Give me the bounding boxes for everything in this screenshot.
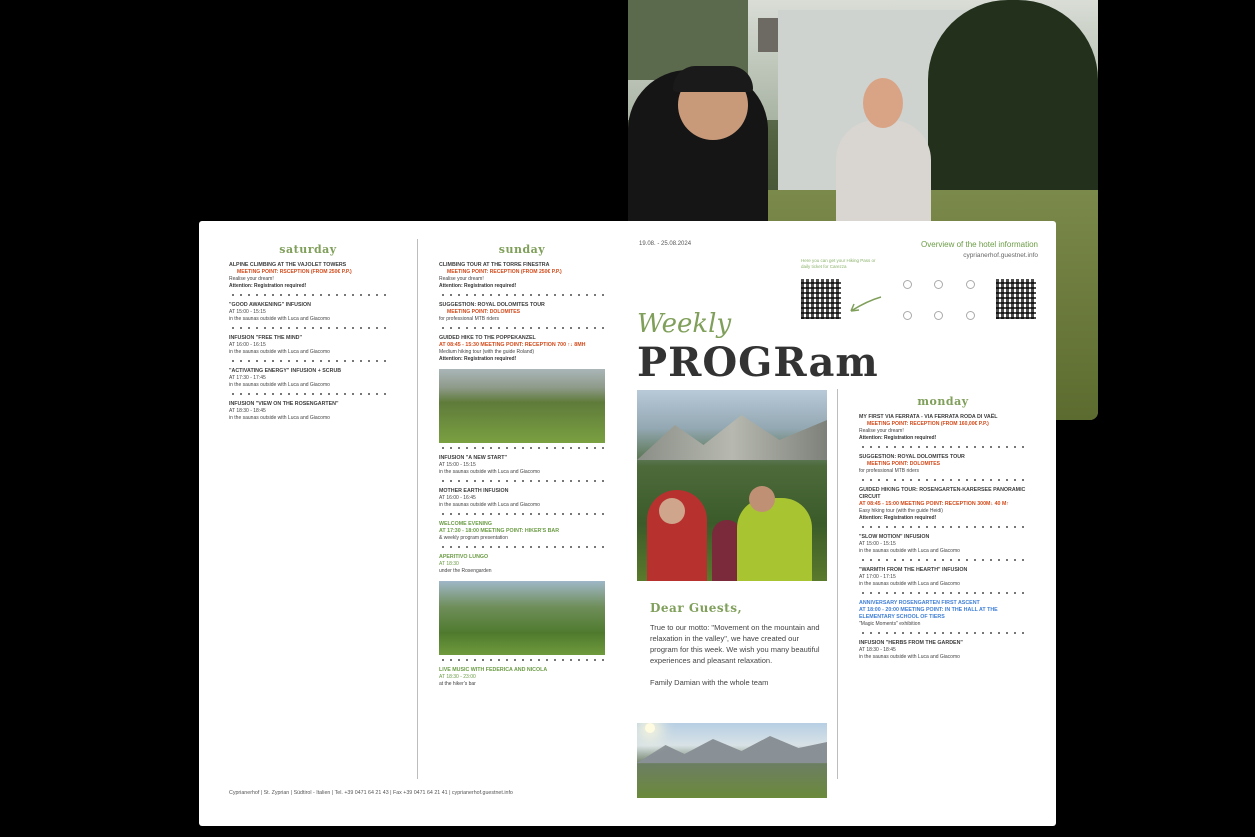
- event-description: in the saunas outside with Luca and Giacomo: [229, 415, 330, 421]
- day-heading-saturday: saturday: [279, 243, 337, 256]
- event-title: LIVE MUSIC WITH FEDERICA AND NICOLA: [439, 667, 548, 673]
- event-title: GUIDED HIKE TO THE POPPEKANZEL: [439, 335, 536, 341]
- event-time: AT 17:00 - 17:15: [859, 574, 896, 580]
- circle-marker-icon: [934, 280, 943, 289]
- event-title: APERITIVO LUNGO: [439, 554, 489, 560]
- aperitivo-terrace-photo: [439, 581, 605, 655]
- event-meeting-point: MEETING POINT: RSCEPTION (FROM 250€ P.P.): [237, 269, 352, 275]
- event-title: "ACTIVATING ENERGY" INFUSION + SCRUB: [229, 368, 342, 374]
- qr-code-icon[interactable]: [996, 279, 1036, 319]
- program-event: [229, 401, 387, 422]
- day-heading-monday: monday: [917, 395, 969, 408]
- photo-woman-head: [863, 78, 903, 128]
- event-time: AT 16:00 - 16:45: [439, 495, 476, 501]
- event-time-meeting: AT 08:45 - 15:00 MEETING POINT: RECEPTION 300M↓ 40 M↑: [859, 501, 1010, 507]
- event-title: ALPINE CLIMBING AT THE VAJOLET TOWERS: [229, 262, 347, 268]
- event-title: INFUSION "HERBS FROM THE GARDEN": [859, 640, 963, 646]
- event-description: under the Rosengarden: [439, 568, 492, 574]
- event-title: INFUSION "VIEW ON THE ROSENGARTEN": [229, 401, 339, 407]
- dear-guests-text: [650, 622, 820, 688]
- saturday-events: [229, 262, 387, 422]
- valley-landscape-photo: [637, 723, 827, 798]
- program-event: [859, 567, 1027, 588]
- qr-note: Here you can get your Hiking Pass or daily ticket for Carezza: [801, 258, 876, 269]
- event-title: "SLOW MOTION" INFUSION: [859, 534, 930, 540]
- program-event: [859, 600, 1027, 628]
- event-description: Realise your dream!: [859, 428, 904, 434]
- event-description: Medium hiking tour (with the guide Roland): [439, 349, 535, 355]
- program-event: [229, 302, 387, 323]
- program-event: [439, 262, 605, 290]
- dotted-separator: [439, 446, 605, 450]
- event-title: SUGGESTION: ROYAL DOLOMITES TOUR: [439, 302, 545, 308]
- dear-guests-body: True to our motto: "Movement on the mountain and relaxation in the valley", we have created our program for this week. We wish you many beautiful experiences and pleasant relaxation.: [650, 623, 820, 665]
- program-event: [439, 302, 605, 323]
- event-description: for professional MTB riders: [859, 468, 920, 474]
- hotel-info-overview[interactable]: [921, 240, 1038, 259]
- program-event: [439, 488, 605, 509]
- event-title: "WARMTH FROM THE HEARTH" INFUSION: [859, 567, 968, 573]
- event-time: AT 15:00 - 15:15: [859, 541, 896, 547]
- event-meeting-point: MEETING POINT: DOLOMITES: [447, 309, 521, 315]
- event-time: AT 15:00 - 15:15: [229, 309, 266, 315]
- event-time: AT 18:30 - 23:00: [439, 674, 476, 680]
- event-time-meeting: AT 18:00 - 20:00 MEETING POINT: IN THE HALL AT THE ELEMENTARY SCHOOL OF TIERS: [859, 607, 998, 620]
- qr-code-icon[interactable]: [801, 279, 841, 319]
- dotted-separator: [229, 326, 387, 330]
- signature: Family Damian with the whole team: [650, 678, 769, 687]
- program-event: [859, 487, 1027, 522]
- event-registration-note: Attention: Registration required!: [439, 356, 517, 362]
- column-divider: [837, 389, 838, 779]
- dotted-separator: [439, 326, 605, 330]
- circle-marker-icon: [903, 311, 912, 320]
- event-time: AT 18:30: [439, 561, 459, 567]
- event-meeting-point: MEETING POINT: RECEPTION (FROM 160,00€ P.P.): [867, 421, 989, 427]
- event-description: in the saunas outside with Luca and Giacomo: [859, 548, 960, 554]
- photo-woman: [836, 120, 931, 230]
- photo-man-hat: [673, 66, 753, 92]
- event-title: INFUSION "A NEW START": [439, 455, 507, 461]
- event-description: Easy hiking tour (with the guide Heidi): [859, 508, 943, 514]
- program-event: [859, 534, 1027, 555]
- sunday-column: [439, 243, 605, 691]
- dotted-separator: [859, 631, 1027, 635]
- event-description: in the saunas outside with Luca and Giacomo: [439, 502, 540, 508]
- weekly-heading: Weekly: [637, 309, 732, 339]
- event-description: for professional MTB riders: [439, 316, 500, 322]
- circle-marker-icon: [966, 311, 975, 320]
- program-event: [439, 335, 605, 363]
- program-event: [439, 455, 605, 476]
- circle-marker-icon: [966, 280, 975, 289]
- event-time: AT 18:30 - 18:45: [229, 408, 266, 414]
- program-event: [439, 667, 605, 688]
- event-description: in the saunas outside with Luca and Giacomo: [229, 382, 330, 388]
- circle-marker-icon: [903, 280, 912, 289]
- dotted-separator: [229, 359, 387, 363]
- event-description: in the saunas outside with Luca and Giacomo: [229, 316, 330, 322]
- event-description: & weekly program presentation: [439, 535, 508, 541]
- event-title: ANNIVERSARY ROSENGARTEN FIRST ASCENT: [859, 600, 980, 606]
- dotted-separator: [859, 445, 1027, 449]
- event-registration-note: Attention: Registration required!: [859, 515, 937, 521]
- sunday-events: [439, 262, 605, 688]
- event-meeting-point: MEETING POINT: DOLOMITES: [867, 461, 941, 467]
- event-registration-note: Attention: Registration required!: [229, 283, 307, 289]
- program-event: [859, 640, 1027, 661]
- dotted-separator: [439, 545, 605, 549]
- monday-events: [859, 414, 1027, 661]
- program-heading: PROGRam: [637, 339, 879, 386]
- event-description: "Magic Moments" exhibition: [859, 621, 921, 627]
- overview-url[interactable]: cyprianerhof.guestnet.info: [963, 252, 1038, 259]
- event-title: WELCOME EVENING: [439, 521, 492, 527]
- event-time: AT 17:30 - 17:45: [229, 375, 266, 381]
- dotted-separator: [439, 479, 605, 483]
- dotted-separator: [229, 293, 387, 297]
- event-description: in the saunas outside with Luca and Giacomo: [859, 654, 960, 660]
- event-description: in the saunas outside with Luca and Giacomo: [859, 581, 960, 587]
- date-range: 19.08. - 25.08.2024: [639, 241, 692, 247]
- dotted-separator: [439, 658, 605, 662]
- event-time: AT 18:30 - 18:45: [859, 647, 896, 653]
- program-event: [859, 454, 1027, 475]
- program-event: [439, 521, 605, 542]
- program-event: [229, 335, 387, 356]
- event-description: Realise your dream!: [439, 276, 484, 282]
- dotted-separator: [229, 392, 387, 396]
- event-title: SUGGESTION: ROYAL DOLOMITES TOUR: [859, 454, 965, 460]
- event-description: Realise your dream!: [229, 276, 274, 282]
- monday-column: [859, 395, 1027, 664]
- event-registration-note: Attention: Registration required!: [439, 283, 517, 289]
- footer-contact: Cyprianerhof | St. Zyprian | Südtirol - Italien | Tel. +39 0471 64 21 43 | Fax +39 0471 64 21 41 | cyprianerhof.guestnet.info: [229, 790, 513, 796]
- program-event: [859, 414, 1027, 442]
- event-time-meeting: AT 17:30 - 18:00 MEETING POINT: HIKER'S BAR: [439, 528, 560, 534]
- event-title: "GOOD AWAKENING" INFUSION: [229, 302, 311, 308]
- circle-marker-icon: [934, 311, 943, 320]
- program-event: [439, 554, 605, 575]
- dotted-separator: [859, 591, 1027, 595]
- event-title: MY FIRST VIA FERRATA - VIA FERRATA RODA DI VAËL: [859, 414, 998, 420]
- hiking-family-photo: [637, 390, 827, 581]
- event-time: AT 16:00 - 16:15: [229, 342, 266, 348]
- program-event: [229, 262, 387, 290]
- event-time-meeting: AT 08:45 - 15:30 MEETING POINT: RECEPTION 700 ↑↓ 8MH: [439, 342, 586, 348]
- column-divider: [417, 239, 418, 779]
- event-description: at the hiker's bar: [439, 681, 476, 687]
- event-title: CLIMBING TOUR AT THE TORRE FINESTRA: [439, 262, 550, 268]
- dotted-separator: [859, 525, 1027, 529]
- event-meeting-point: MEETING POINT: RECEPTION (FROM 250€ P.P.): [447, 269, 562, 275]
- event-title: GUIDED HIKING TOUR: ROSENGARTEN-KARERSEE PANORAMIC CIRCUIT: [859, 487, 1026, 500]
- weekly-program-sheet: [199, 221, 1056, 826]
- dotted-separator: [439, 293, 605, 297]
- event-registration-note: Attention: Registration required!: [859, 435, 937, 441]
- event-description: in the saunas outside with Luca and Giacomo: [229, 349, 330, 355]
- day-heading-sunday: sunday: [498, 243, 546, 256]
- arrow-icon: [847, 295, 883, 315]
- saturday-column: [229, 243, 387, 425]
- event-time: AT 15:00 - 15:15: [439, 462, 476, 468]
- overview-title: Overview of the hotel information: [921, 240, 1038, 249]
- dear-guests-heading: Dear Guests,: [650, 601, 743, 615]
- event-title: MOTHER EARTH INFUSION: [439, 488, 509, 494]
- dotted-separator: [859, 478, 1027, 482]
- program-event: [229, 368, 387, 389]
- dotted-separator: [859, 558, 1027, 562]
- dotted-separator: [439, 512, 605, 516]
- event-description: in the saunas outside with Luca and Giacomo: [439, 469, 540, 475]
- event-title: INFUSION "FREE THE MIND": [229, 335, 303, 341]
- hikers-meadow-photo: [439, 369, 605, 443]
